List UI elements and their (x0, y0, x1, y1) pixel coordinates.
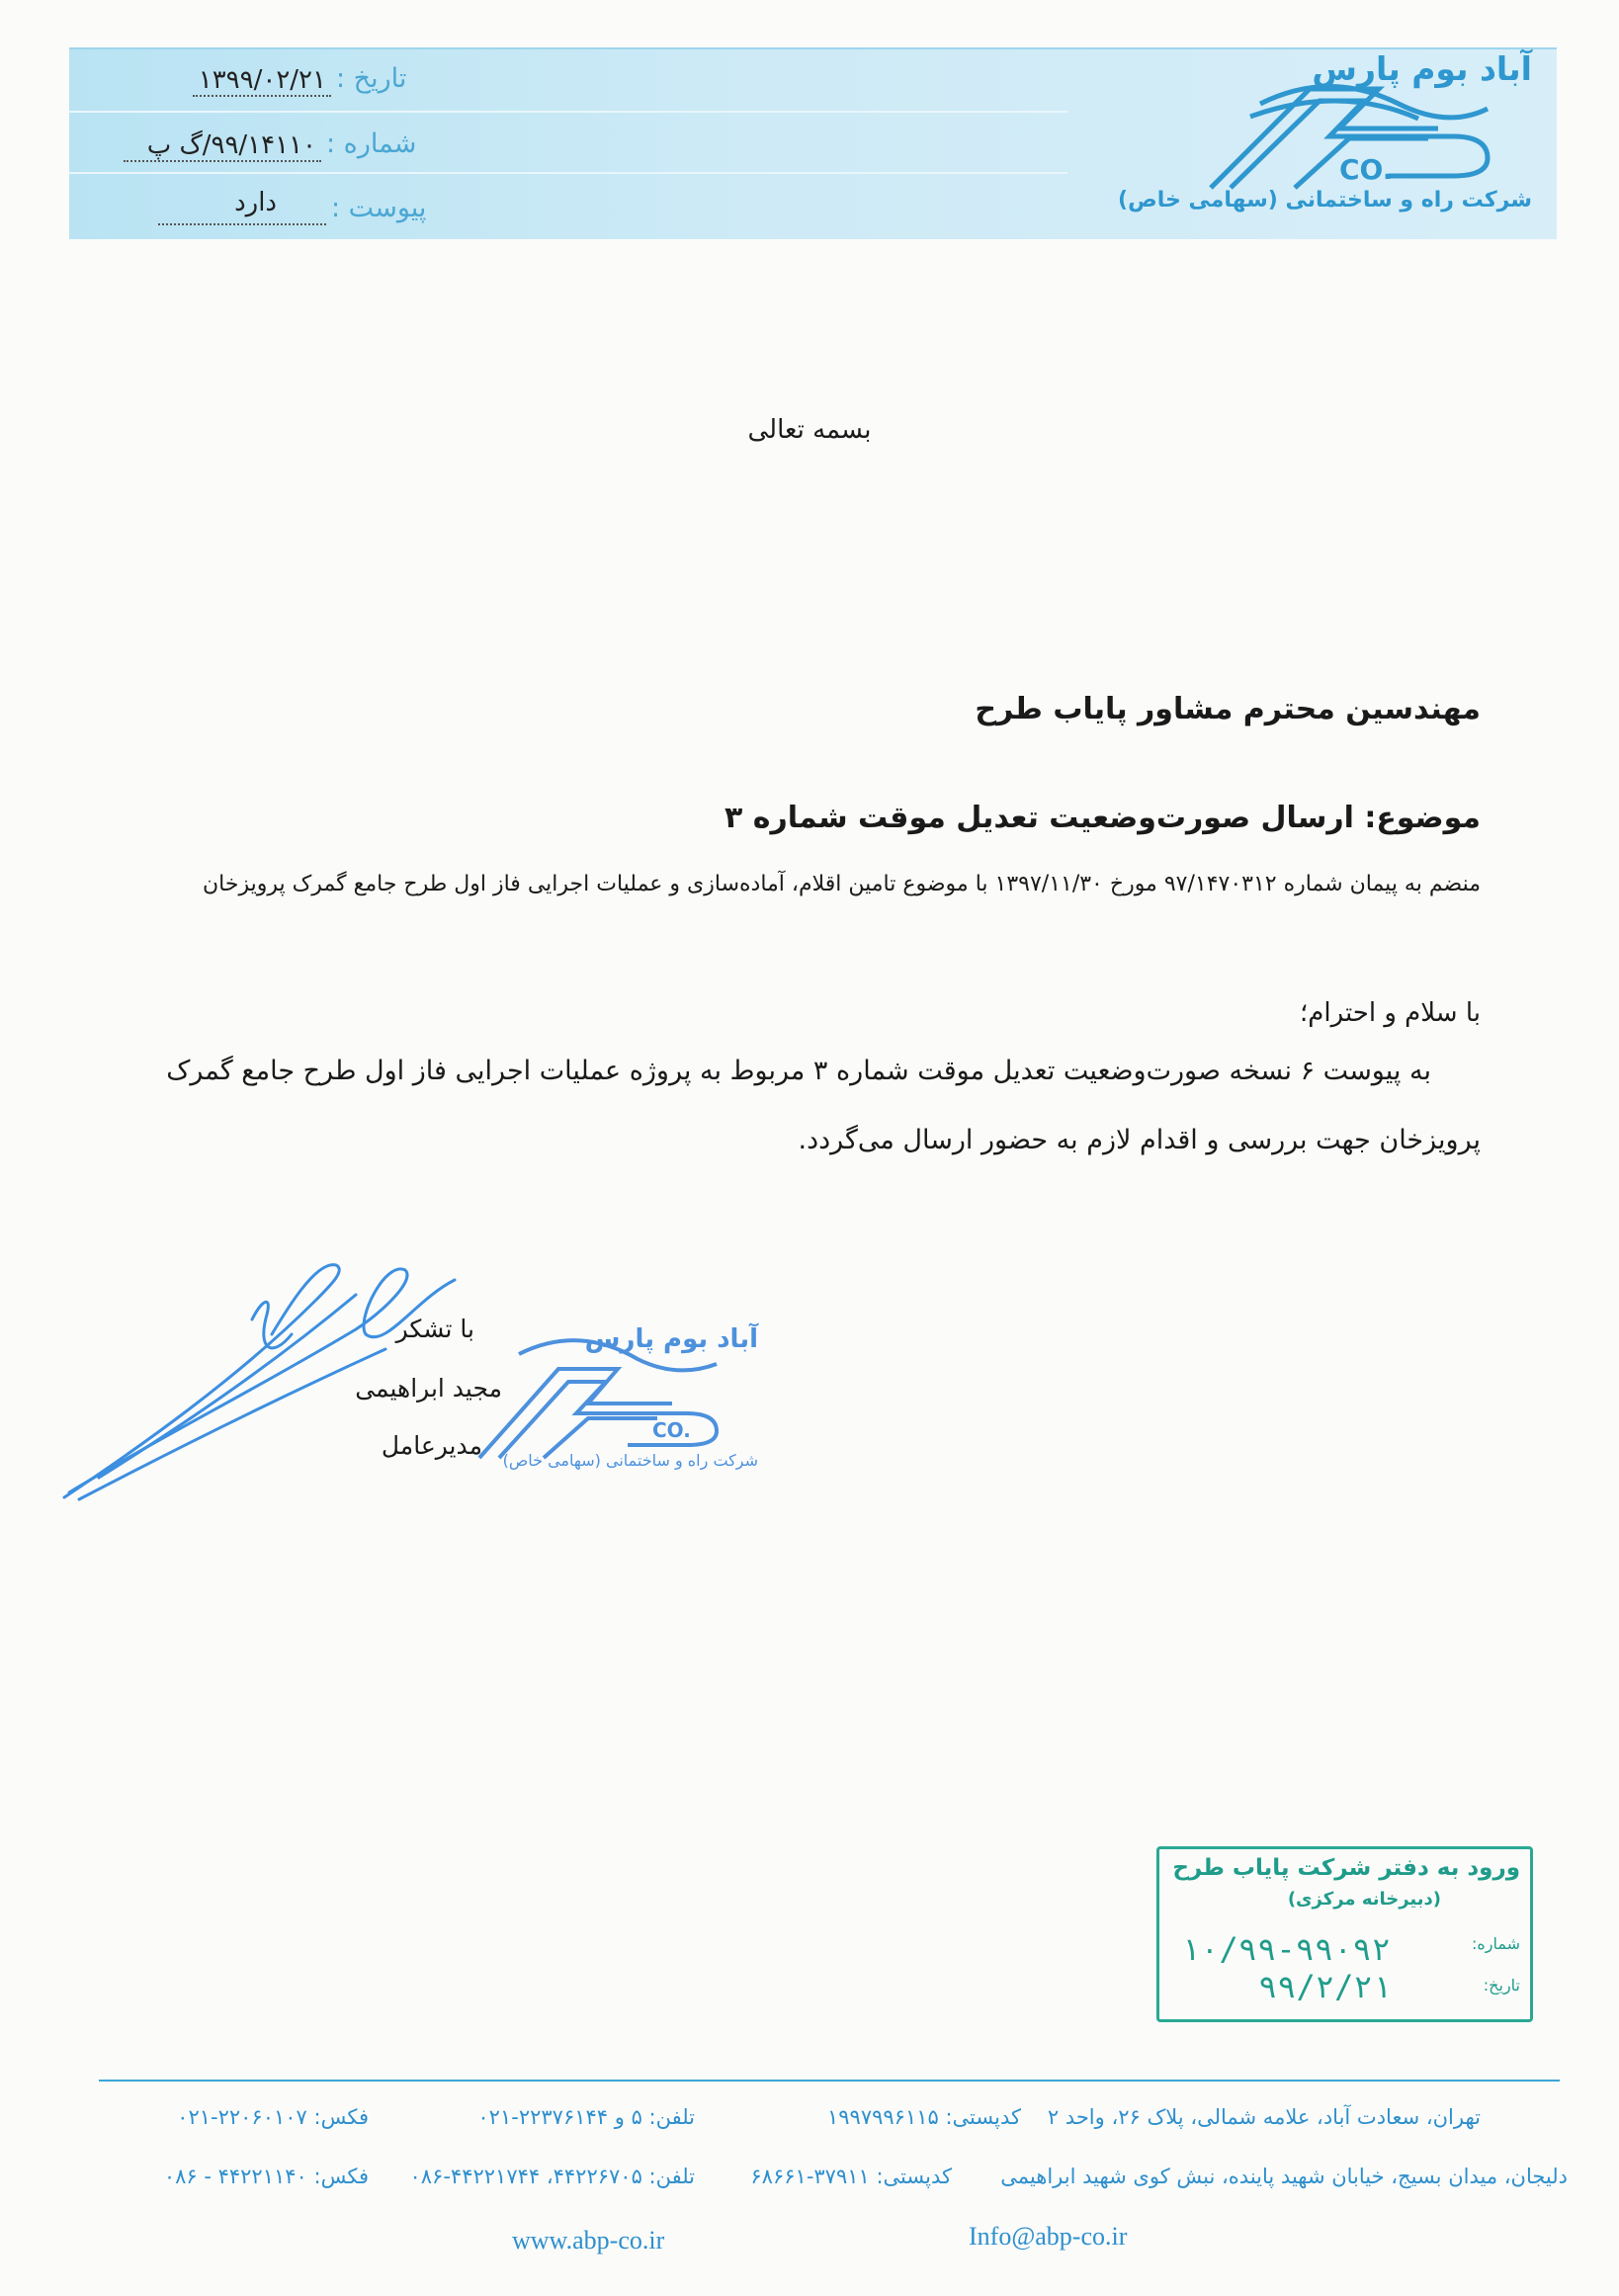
number-value: ۹۹/۱۴۱۱۰/گ پ (146, 130, 316, 160)
receipt-stamp-subtitle: (دبیرخانه مرکزی) (1287, 1889, 1441, 1910)
delijan-phone: تلفن: ۴۴۲۲۶۷۰۵، ۴۴۲۲۱۷۴۴-۰۸۶ (409, 2165, 695, 2188)
company-logo (1118, 49, 1547, 237)
delijan-postcode: کدپستی: ۳۷۹۱۱-۶۸۶۶۱ (750, 2165, 952, 2188)
signatory-name: مجید ابراهیمی (355, 1374, 502, 1403)
company-name: آباد بوم پارس (1312, 49, 1532, 88)
subject: موضوع: ارسال صورت‌وضعیت تعدیل موقت شماره ۳ (724, 801, 1481, 835)
signature-thanks: با تشکر (395, 1315, 474, 1343)
company-subtitle: شرکت راه و ساختمانی (سهامی خاص) (1118, 188, 1532, 213)
receipt-number-value: ۱۰/۹۹-۹۹۰۹۲ (1181, 1930, 1391, 1968)
header-divider (69, 111, 1067, 113)
company-co: CO. (1339, 153, 1394, 186)
date-dotline (193, 95, 331, 97)
receipt-stamp-title: ورود به دفتر شرکت پایاب طرح (1172, 1855, 1520, 1881)
number-label: شماره : (326, 128, 417, 159)
receipt-stamp (1156, 1846, 1533, 2022)
basmala: بسمه تعالی (747, 415, 872, 445)
attachment-dotline (158, 223, 326, 225)
attachment-label: پیوست : (331, 193, 427, 223)
email-link[interactable]: Info@abp-co.ir (969, 2222, 1128, 2251)
delijan-fax: فکس: ۴۴۲۲۱۱۴۰ - ۰۸۶ (163, 2165, 369, 2188)
body-paragraph-line-1: به پیوست ۶ نسخه صورت‌وضعیت تعدیل موقت شماره ۳ مربوط به پروژه عملیات اجرایی فاز اول طرح جامع گمرک (166, 1056, 1431, 1086)
tehran-phone: تلفن: ۵ و ۲۲۳۷۶۱۴۴-۰۲۱ (477, 2105, 695, 2129)
date-label: تاریخ : (336, 63, 407, 94)
tehran-address: تهران، سعادت آباد، علامه شمالی، پلاک ۲۶، واحد ۲ (1047, 2105, 1481, 2129)
receipt-date-label: تاریخ: (1483, 1976, 1520, 1995)
date-value: ۱۳۹۹/۰۲/۲۱ (198, 65, 326, 95)
greeting: با سلام و احترام؛ (1300, 998, 1481, 1028)
delijan-address: دلیجان، میدان بسیج، خیابان شهید پاینده، نبش کوی شهید ابراهیمی (1000, 2165, 1568, 2188)
receipt-date-value: ۹۹/۲/۲۱ (1258, 1968, 1392, 2005)
recipient: مهندسین محترم مشاور پایاب طرح (975, 692, 1481, 726)
subject-detail: منضم به پیمان شماره ۹۷/۱۴۷۰۳۱۲ مورخ ۱۳۹۷/۱۱/۳۰ با موضوع تامین اقلام، آماده‌سازی و عملیات اجرایی فاز اول طرح جامع گمرک پرویزخان (203, 872, 1481, 896)
tehran-fax: فکس: ۲۲۰۶۰۱۰۷-۰۲۱ (177, 2105, 369, 2129)
tehran-postcode: کدپستی: ۱۹۹۷۹۹۶۱۱۵ (827, 2105, 1021, 2129)
website-link[interactable]: www.abp-co.ir (512, 2226, 665, 2254)
stamp-company-subtitle: شرکت راه و ساختمانی (سهامی خاص) (502, 1451, 758, 1470)
footer-rule (99, 2080, 1560, 2082)
number-dotline (124, 160, 321, 162)
signatory-role: مدیرعامل (381, 1431, 482, 1460)
header-divider (69, 172, 1067, 174)
attachment-value: دارد (234, 188, 277, 217)
stamp-company-co: CO. (652, 1418, 691, 1442)
receipt-number-label: شماره: (1471, 1934, 1520, 1953)
body-paragraph-line-2: پرویزخان جهت بررسی و اقدام لازم به حضور ارسال می‌گردد. (798, 1125, 1481, 1155)
stamp-company-name: آباد بوم پارس (584, 1324, 758, 1354)
